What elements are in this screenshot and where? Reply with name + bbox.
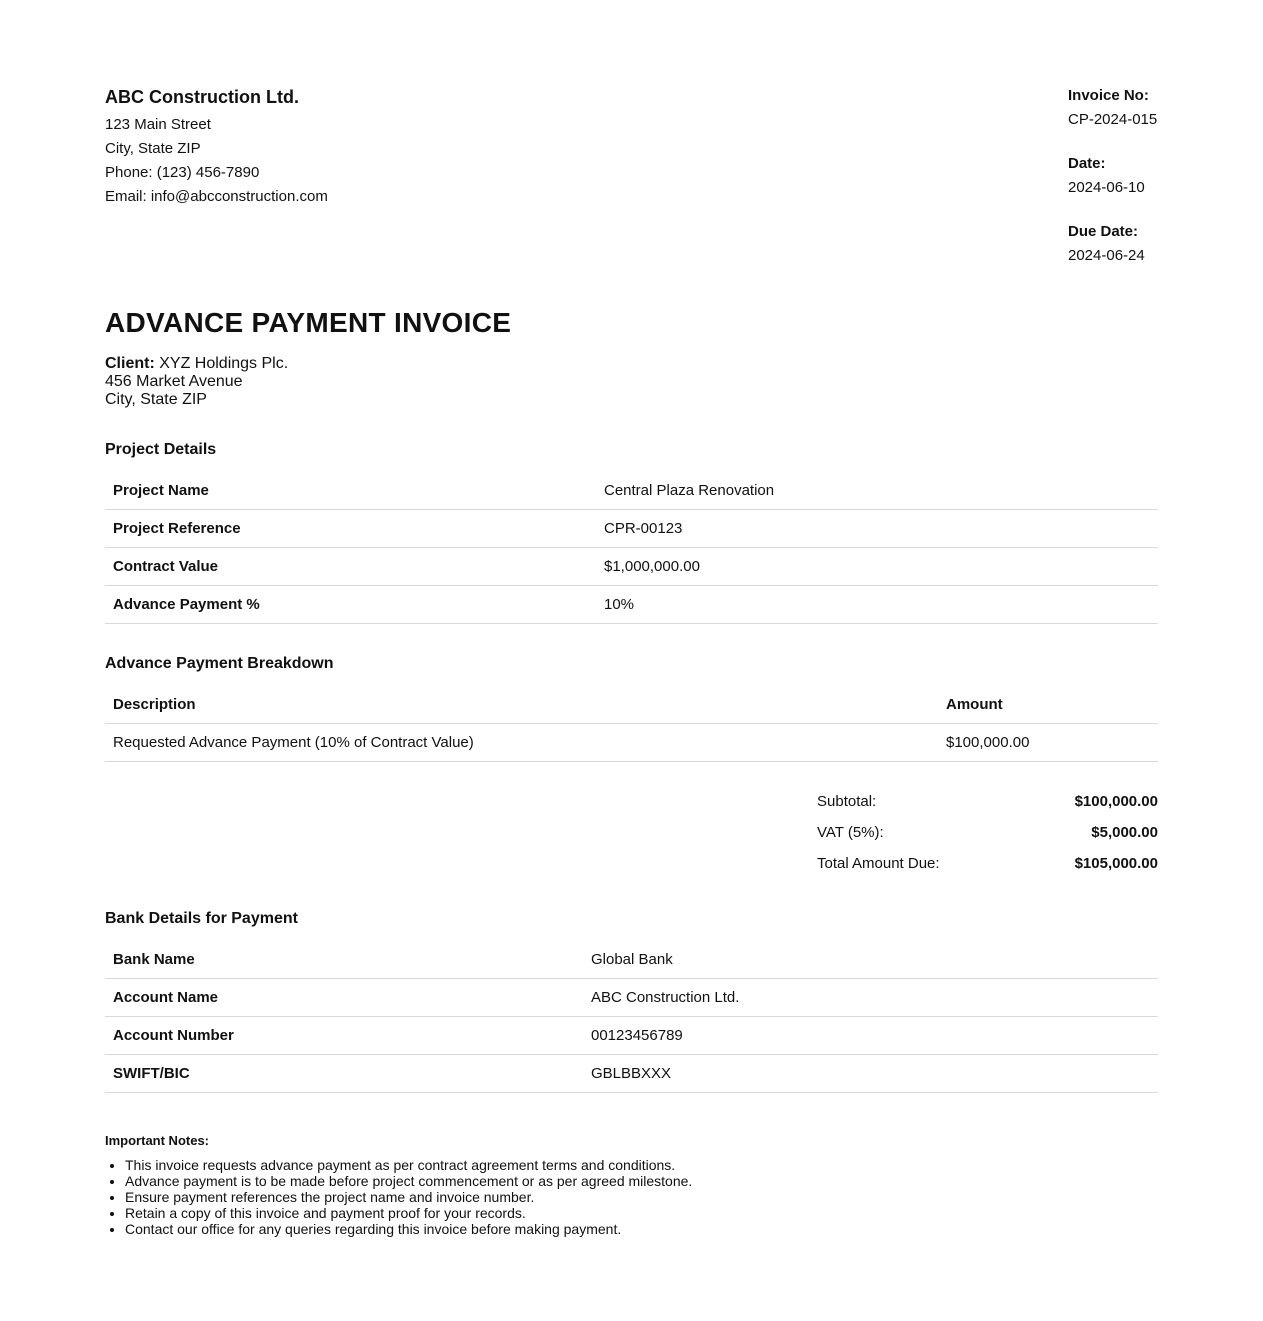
advance-percent-value: 10% — [596, 586, 1158, 624]
table-row — [105, 510, 1158, 548]
invoice-number: CP-2024-015 — [1068, 111, 1158, 128]
account-name-value: ABC Construction Ltd. — [583, 979, 1158, 1017]
project-name-label: Project Name — [105, 472, 596, 510]
contract-value-label: Contract Value — [105, 548, 596, 586]
project-name-value: Central Plaza Renovation — [596, 472, 1158, 510]
line-item-description: Requested Advance Payment (10% of Contract Value) — [105, 724, 938, 762]
bank-name-label: Bank Name — [105, 941, 583, 979]
table-row — [105, 941, 1158, 979]
breakdown-heading: Advance Payment Breakdown — [105, 655, 334, 672]
invoice-number-label: Invoice No: — [1068, 87, 1149, 104]
due-date-label: Due Date: — [1068, 223, 1139, 240]
page-title: ADVANCE PAYMENT INVOICE — [105, 307, 512, 338]
bank-details-table — [105, 941, 1158, 1093]
list-item: • Ensure payment references the project name and invoice number. — [125, 1189, 692, 1205]
invoice-date-label: Date: — [1068, 155, 1106, 172]
list-item: • Retain a copy of this invoice and payment proof for your records. — [125, 1205, 692, 1221]
table-header-row — [105, 686, 1158, 724]
table-row — [105, 1055, 1158, 1093]
table-row — [105, 724, 1158, 762]
bank-details-heading: Bank Details for Payment — [105, 910, 298, 927]
line-item-amount: $100,000.00 — [938, 724, 1158, 762]
table-row — [105, 472, 1158, 510]
vat-label: VAT (5%): — [817, 824, 884, 841]
notes-list — [105, 1157, 692, 1237]
company-address-line2: City, State ZIP — [105, 140, 201, 157]
client-block — [105, 355, 288, 409]
list-item: • Advance payment is to be made before project commencement or as per agreed milestone. — [125, 1173, 692, 1189]
invoice-date: 2024-06-10 — [1068, 179, 1145, 196]
company-phone: Phone: (123) 456-7890 — [105, 164, 260, 181]
notes-heading: Important Notes: — [105, 1133, 209, 1148]
due-date: 2024-06-24 — [1068, 247, 1145, 264]
amount-column-header: Amount — [938, 686, 1158, 724]
total-due-value: $105,000.00 — [1074, 855, 1158, 872]
project-details-heading: Project Details — [105, 441, 217, 458]
client-address-line1: 456 Market Avenue — [105, 373, 243, 390]
breakdown-table — [105, 686, 1158, 762]
invoice-meta — [1068, 86, 1157, 290]
invoice-date-block — [1068, 154, 1157, 198]
table-row — [105, 548, 1158, 586]
vat-row — [817, 819, 1158, 850]
company-block — [105, 86, 328, 209]
swift-bic-value: GBLBBXXX — [583, 1055, 1158, 1093]
bank-name-value: Global Bank — [583, 941, 1158, 979]
company-name: ABC Construction Ltd. — [105, 87, 299, 107]
list-item: • Contact our office for any queries regarding this invoice before making payment. — [125, 1221, 692, 1237]
totals-block — [817, 788, 1158, 881]
client-address-line2: City, State ZIP — [105, 391, 207, 408]
project-details-table — [105, 472, 1158, 624]
total-due-label: Total Amount Due: — [817, 855, 940, 872]
subtotal-row — [817, 788, 1158, 819]
total-due-row — [817, 850, 1158, 881]
due-date-block — [1068, 222, 1157, 266]
account-number-value: 00123456789 — [583, 1017, 1158, 1055]
client-name: XYZ Holdings Plc. — [159, 355, 289, 372]
client-label: Client: — [105, 355, 155, 372]
company-email: Email: info@abcconstruction.com — [105, 188, 328, 205]
company-address-line1: 123 Main Street — [105, 116, 211, 133]
account-name-label: Account Name — [105, 979, 583, 1017]
description-column-header: Description — [105, 686, 938, 724]
table-row — [105, 586, 1158, 624]
table-row — [105, 1017, 1158, 1055]
invoice-number-block — [1068, 86, 1157, 130]
advance-percent-label: Advance Payment % — [105, 586, 596, 624]
subtotal-label: Subtotal: — [817, 793, 877, 810]
contract-value-value: $1,000,000.00 — [596, 548, 1158, 586]
vat-value: $5,000.00 — [1091, 824, 1158, 841]
project-reference-label: Project Reference — [105, 510, 596, 548]
account-number-label: Account Number — [105, 1017, 583, 1055]
list-item: • This invoice requests advance payment as per contract agreement terms and conditions. — [125, 1157, 692, 1173]
swift-bic-label: SWIFT/BIC — [105, 1055, 583, 1093]
table-row — [105, 979, 1158, 1017]
subtotal-value: $100,000.00 — [1074, 793, 1158, 810]
project-reference-value: CPR-00123 — [596, 510, 1158, 548]
client-name-line — [105, 355, 288, 373]
